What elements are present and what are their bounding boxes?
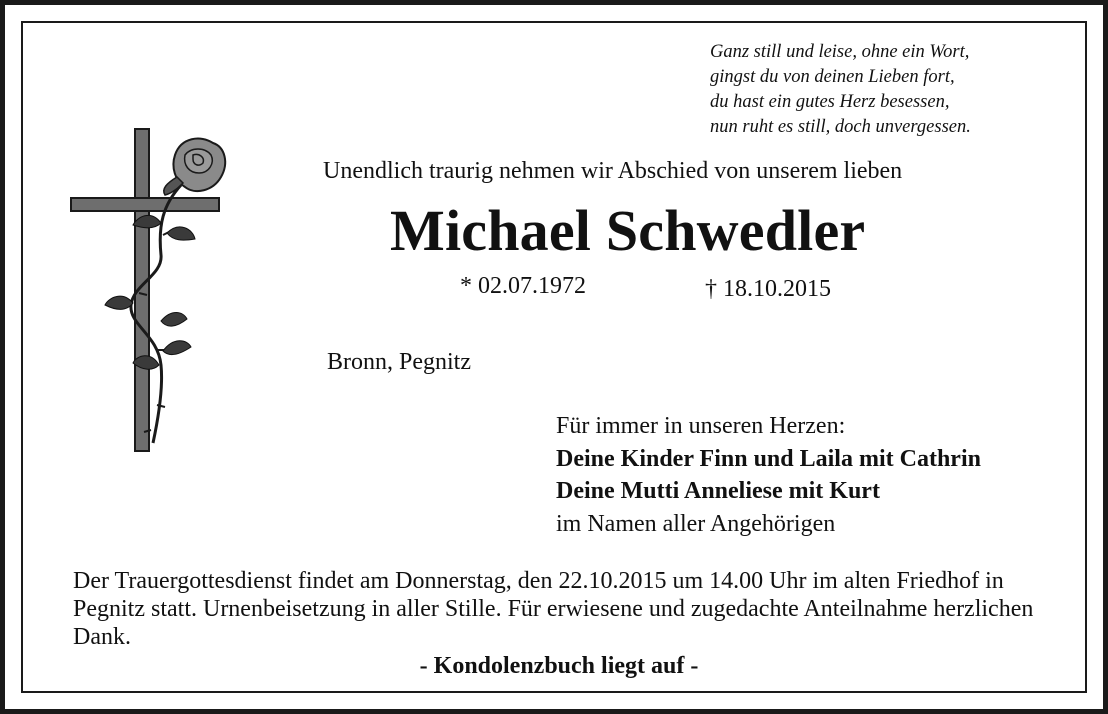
intro-text: Unendlich traurig nehmen wir Abschied von unserem lieben (323, 158, 903, 184)
family-closing: im Namen aller Angehörigen (556, 510, 836, 537)
family-member: Deine Mutti Anneliese mit Kurt (556, 478, 880, 504)
place-of-residence: Bronn, Pegnitz (327, 349, 471, 375)
family-lead: Für immer in unseren Herzen: (556, 413, 846, 439)
poem-line: Ganz still und leise, ohne ein Wort, (710, 42, 970, 62)
death-date: † 18.10.2015 (705, 276, 831, 302)
poem-line: nun ruht es still, doch unvergessen. (710, 117, 971, 137)
poem-line: du hast ein gutes Herz besessen, (710, 92, 950, 112)
family-member: Deine Kinder Finn und Laila mit Cathrin (556, 445, 981, 472)
service-announcement: Der Trauergottesdienst findet am Donnerstag, den 22.10.2015 um 14.00 Uhr im alten Friedhof in Pegnitz statt. Urnenbeisetzung in aller Stille. Für erwiesene und zugedachte Anteilnahme herzlichen Dank. (73, 568, 1034, 650)
family-block (556, 410, 981, 540)
poem-line: gingst du von deinen Lieben fort, (710, 67, 955, 87)
cross-with-rose-icon (63, 125, 263, 465)
poem (710, 40, 971, 140)
birth-date: * 02.07.1972 (460, 273, 586, 299)
deceased-name: Michael Schwedler (390, 198, 866, 263)
condolence-note: - Kondolenzbuch liegt auf - (419, 653, 699, 679)
